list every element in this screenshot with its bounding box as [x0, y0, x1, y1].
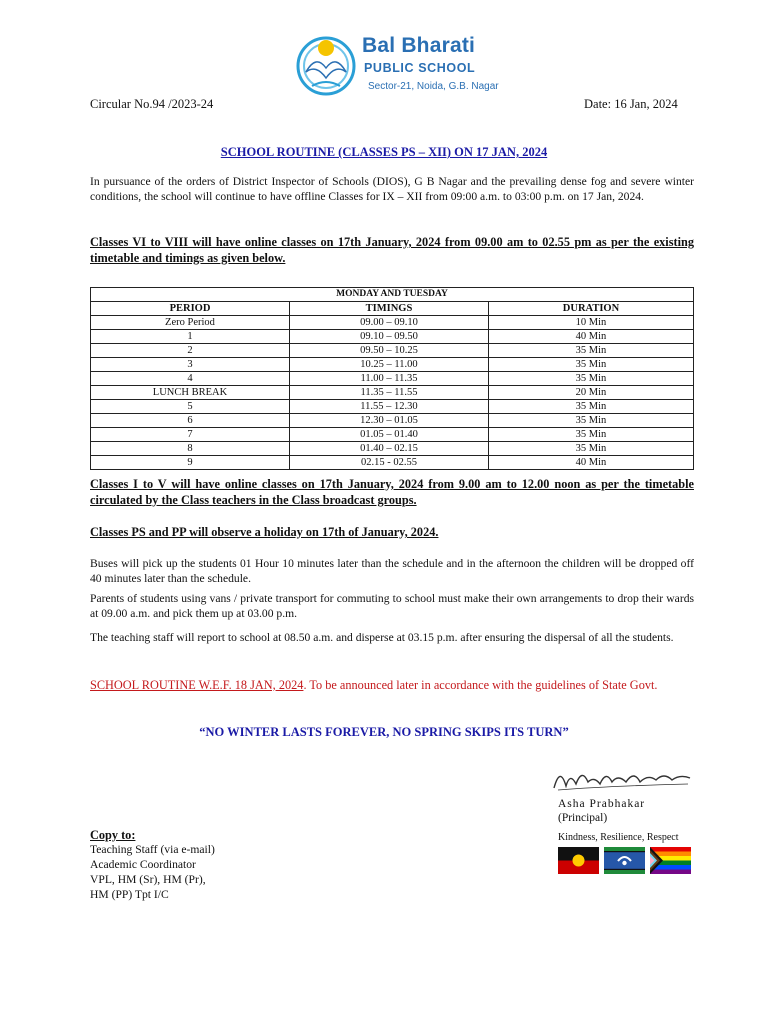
- duration-cell: 20 Min: [488, 386, 693, 400]
- table-row: [91, 414, 694, 428]
- column-header-duration: DURATION: [488, 302, 693, 316]
- routine-wef-rest: . To be announced later in accordance with the guidelines of State Govt.: [303, 678, 658, 692]
- motto: Kindness, Resilience, Respect: [558, 832, 679, 843]
- timing-cell: 01.05 – 01.40: [289, 428, 488, 442]
- duration-cell: 35 Min: [488, 372, 693, 386]
- signature-icon: [548, 758, 698, 798]
- timing-cell: 09.50 – 10.25: [289, 344, 488, 358]
- timing-cell: 11.35 – 11.55: [289, 386, 488, 400]
- transport-note: Parents of students using vans / private transport for commuting to school must make their own arrangements to drop their wards at 09.00 a.m. and pick them up at 03.00 p.m.: [90, 592, 694, 620]
- timing-cell: 11.00 – 11.35: [289, 372, 488, 386]
- column-header-timings: TIMINGS: [289, 302, 488, 316]
- period-cell: 7: [91, 428, 290, 442]
- copy-to-heading: Copy to:: [90, 828, 136, 842]
- period-cell: 6: [91, 414, 290, 428]
- ps-pp-notice: Classes PS and PP will observe a holiday on 17th of January, 2024.: [90, 525, 439, 539]
- table-row: [91, 386, 694, 400]
- table-row: [91, 372, 694, 386]
- circular-number: Circular No.94 /2023-24: [90, 97, 214, 111]
- routine-wef-note: [90, 678, 694, 694]
- timing-cell: 11.55 – 12.30: [289, 400, 488, 414]
- table-row: [91, 442, 694, 456]
- school-logo: [292, 28, 502, 98]
- duration-cell: 10 Min: [488, 316, 693, 330]
- table-row: [91, 358, 694, 372]
- period-cell: 3: [91, 358, 290, 372]
- routine-wef-link[interactable]: SCHOOL ROUTINE W.E.F. 18 JAN, 2024: [90, 678, 304, 692]
- table-row: [91, 400, 694, 414]
- school-emblem-icon: [292, 28, 362, 98]
- copy-to-item: HM (PP) Tpt I/C: [90, 888, 169, 901]
- circular-title: SCHOOL ROUTINE (CLASSES PS – XII) ON 17 JAN, 2024: [220, 145, 548, 159]
- period-cell: 9: [91, 456, 290, 470]
- duration-cell: 40 Min: [488, 456, 693, 470]
- column-header-period: PERIOD: [91, 302, 290, 316]
- table-caption: MONDAY AND TUESDAY: [91, 288, 694, 302]
- circular-date: Date: 16 Jan, 2024: [584, 97, 678, 111]
- copy-to-item: Teaching Staff (via e-mail): [90, 843, 215, 856]
- school-name: Bal Bharati: [362, 34, 476, 57]
- duration-cell: 35 Min: [488, 414, 693, 428]
- timing-cell: 09.00 – 09.10: [289, 316, 488, 330]
- duration-cell: 35 Min: [488, 428, 693, 442]
- timing-cell: 09.10 – 09.50: [289, 330, 488, 344]
- period-cell: 5: [91, 400, 290, 414]
- period-cell: 1: [91, 330, 290, 344]
- timing-cell: 12.30 – 01.05: [289, 414, 488, 428]
- duration-cell: 35 Min: [488, 442, 693, 456]
- table-caption-row: [91, 288, 694, 302]
- period-cell: 8: [91, 442, 290, 456]
- bus-note: Buses will pick up the students 01 Hour 10 minutes later than the schedule and in the afternoon the children will be dropped off 40 minutes later than the schedule.: [90, 557, 694, 585]
- table-row: [91, 428, 694, 442]
- staff-note: The teaching staff will report to school at 08.50 a.m. and disperse at 03.15 p.m. after ensuring the dispersal of all the students.: [90, 631, 674, 644]
- copy-to-item: VPL, HM (Sr), HM (Pr),: [90, 873, 206, 886]
- table-row: [91, 344, 694, 358]
- duration-cell: 35 Min: [488, 400, 693, 414]
- table-row: [91, 456, 694, 470]
- duration-cell: 35 Min: [488, 344, 693, 358]
- intro-paragraph: In pursuance of the orders of District Inspector of Schools (DIOS), G B Nagar and the prevailing dense fog and severe winter conditions, the school will continue to have offline Classes for IX – XII from 09:00 a.m. to 03:00 p.m. on 17 Jan, 2024.: [90, 175, 694, 203]
- duration-cell: 35 Min: [488, 358, 693, 372]
- duration-cell: 40 Min: [488, 330, 693, 344]
- copy-to-item: Academic Coordinator: [90, 858, 196, 871]
- signatory-name: Asha Prabhakar: [558, 798, 646, 810]
- quote: “NO WINTER LASTS FOREVER, NO SPRING SKIPS ITS TURN”: [199, 725, 569, 739]
- timing-cell: 02.15 - 02.55: [289, 456, 488, 470]
- vi-viii-notice: Classes VI to VIII will have online classes on 17th January, 2024 from 09.00 am to 02.55 pm as per the existing timetable and timings as given below.: [90, 235, 694, 265]
- period-cell: Zero Period: [91, 316, 290, 330]
- routine-table: [90, 287, 694, 470]
- period-cell: LUNCH BREAK: [91, 386, 290, 400]
- table-header-row: [91, 302, 694, 316]
- aboriginal-flag-icon: [558, 847, 599, 874]
- signatory-title: (Principal): [558, 812, 608, 824]
- school-type: PUBLIC SCHOOL: [364, 61, 476, 75]
- table-row: [91, 316, 694, 330]
- period-cell: 4: [91, 372, 290, 386]
- timing-cell: 10.25 – 11.00: [289, 358, 488, 372]
- torres-strait-flag-icon: [604, 847, 645, 874]
- period-cell: 2: [91, 344, 290, 358]
- progress-pride-flag-icon: [650, 847, 691, 874]
- timing-cell: 01.40 – 02.15: [289, 442, 488, 456]
- i-v-notice: Classes I to V will have online classes on 17th January, 2024 from 9.00 am to 12.00 noon as per the timetable circulated by the Class teachers in the Class broadcast groups.: [90, 477, 694, 507]
- school-address: Sector-21, Noida, G.B. Nagar: [368, 81, 499, 92]
- table-row: [91, 330, 694, 344]
